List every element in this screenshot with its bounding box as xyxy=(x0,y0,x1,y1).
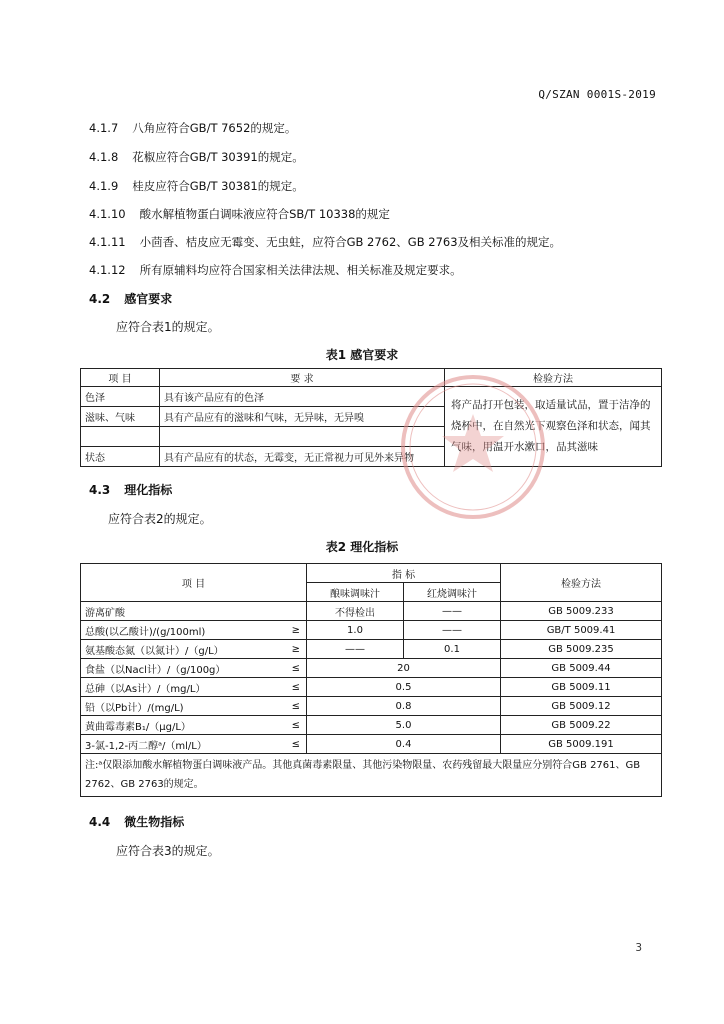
clause-text: 小茴香、桔皮应无霉变、无虫蛀，应符合GB 2762、GB 2763及相关标准的规定。 xyxy=(139,235,562,249)
clause-text: 所有原辅料均应符合国家相关法律法规、相关标准及规定要求。 xyxy=(139,263,462,277)
row-comparator: ≥ xyxy=(278,640,307,659)
clause-4-1-12 xyxy=(89,262,462,278)
row-requirement xyxy=(160,427,445,447)
test-method-cell: 将产品打开包装，取适量试品，置于洁净的烧杯中，在自然光下观察色泽和状态，闻其气味，用温开水漱口，品其滋味 xyxy=(445,387,662,467)
row-method: GB 5009.44 xyxy=(501,659,662,678)
section-number: 4.3 xyxy=(89,483,111,497)
header-item: 项 目 xyxy=(81,564,307,602)
header-method: 检验方法 xyxy=(501,564,662,602)
row-item: 食盐（以Nacl计）/（g/100g） xyxy=(81,659,279,678)
row-method: GB 5009.233 xyxy=(501,602,662,621)
row-method: GB 5009.235 xyxy=(501,640,662,659)
section-title: 理化指标 xyxy=(124,483,173,497)
header-requirement: 要 求 xyxy=(160,369,445,387)
clause-4-1-9 xyxy=(89,178,304,194)
page-number: 3 xyxy=(635,942,642,954)
table-row xyxy=(81,387,662,407)
table2-title: 表2 理化指标 xyxy=(325,540,399,554)
row-method: GB 5009.11 xyxy=(501,678,662,697)
section-paragraph: 应符合表2的规定。 xyxy=(108,512,212,526)
clause-text: 酸水解植物蛋白调味液应符合SB/T 10338的规定 xyxy=(139,207,390,221)
clause-number: 4.1.9 xyxy=(89,179,119,193)
clause-text: 花椒应符合GB/T 30391的规定。 xyxy=(132,150,304,164)
row-item: 色泽 xyxy=(81,387,160,407)
section-paragraph: 应符合表1的规定。 xyxy=(116,320,220,334)
row-value: 0.5 xyxy=(307,678,501,697)
section-title: 感官要求 xyxy=(124,292,173,306)
row-item: 状态 xyxy=(81,447,160,467)
section-title: 微生物指标 xyxy=(124,815,185,829)
row-method: GB 5009.22 xyxy=(501,716,662,735)
section-number: 4.2 xyxy=(89,292,111,306)
row-value-2: —— xyxy=(404,621,501,640)
section-number: 4.4 xyxy=(89,815,111,829)
table-row xyxy=(81,640,662,659)
row-value-1: 不得检出 xyxy=(307,602,404,621)
row-value-2: 0.1 xyxy=(404,640,501,659)
header-method: 检验方法 xyxy=(445,369,662,387)
table-note: 注:ᵃ仅限添加酸水解植物蛋白调味液产品。其他真菌毒素限量、其他污染物限量、农药残留最大限量应分别符合GB 2761、GB 2762、GB 2763的规定。 xyxy=(81,754,662,797)
row-value-1: —— xyxy=(307,640,404,659)
row-value: 0.8 xyxy=(307,697,501,716)
table-row xyxy=(81,697,662,716)
row-comparator: ≥ xyxy=(278,621,307,640)
header-item: 项 目 xyxy=(81,369,160,387)
row-method: GB 5009.12 xyxy=(501,697,662,716)
section-heading-4-4 xyxy=(89,813,184,830)
row-method: GB/T 5009.41 xyxy=(501,621,662,640)
clause-4-1-8 xyxy=(89,149,304,165)
row-comparator: ≤ xyxy=(278,697,307,716)
clause-number: 4.1.11 xyxy=(89,235,126,249)
table1-title: 表1 感官要求 xyxy=(325,348,399,362)
row-comparator: ≤ xyxy=(278,735,307,754)
row-requirement: 具有产品应有的滋味和气味，无异味，无异嗅 xyxy=(160,407,445,427)
table-note-row xyxy=(81,754,662,797)
section-heading-4-2 xyxy=(89,290,172,307)
clause-text: 八角应符合GB/T 7652的规定。 xyxy=(132,121,297,135)
table-row xyxy=(81,602,662,621)
row-comparator xyxy=(278,602,307,621)
section-heading-4-3 xyxy=(89,481,172,498)
row-item: 总砷（以As计）/（mg/L） xyxy=(81,678,279,697)
row-method: GB 5009.191 xyxy=(501,735,662,754)
clause-number: 4.1.12 xyxy=(89,263,126,277)
section-paragraph: 应符合表3的规定。 xyxy=(116,844,220,858)
table-row xyxy=(81,659,662,678)
table-header-row xyxy=(81,369,662,387)
clause-number: 4.1.7 xyxy=(89,121,119,135)
row-item: 滋味、气味 xyxy=(81,407,160,427)
row-item: 总酸(以乙酸计)/(g/100ml) xyxy=(81,621,279,640)
row-comparator: ≤ xyxy=(278,678,307,697)
header-sub-1: 酿味调味汁 xyxy=(307,583,404,602)
clause-text: 桂皮应符合GB/T 30381的规定。 xyxy=(132,179,304,193)
sensory-table xyxy=(80,368,662,467)
row-item: 3-氯-1,2-丙二醇ᵃ/（ml/L） xyxy=(81,735,279,754)
row-value-1: 1.0 xyxy=(307,621,404,640)
clause-number: 4.1.8 xyxy=(89,150,119,164)
row-item: 黄曲霉毒素B₁/（μg/L） xyxy=(81,716,279,735)
table-row xyxy=(81,716,662,735)
row-item: 铅（以Pb计）/(mg/L) xyxy=(81,697,279,716)
row-value: 20 xyxy=(307,659,501,678)
row-item xyxy=(81,427,160,447)
clause-4-1-10 xyxy=(89,206,390,222)
table-header-row xyxy=(81,564,662,583)
row-comparator: ≤ xyxy=(278,659,307,678)
table-row xyxy=(81,735,662,754)
row-item: 游离矿酸 xyxy=(81,602,279,621)
row-value: 5.0 xyxy=(307,716,501,735)
clause-4-1-11 xyxy=(89,234,561,250)
physicochemical-table xyxy=(80,563,662,797)
clause-number: 4.1.10 xyxy=(89,207,126,221)
row-requirement: 具有该产品应有的色泽 xyxy=(160,387,445,407)
row-comparator: ≤ xyxy=(278,716,307,735)
row-item: 氨基酸态氮（以氮计）/（g/L） xyxy=(81,640,279,659)
header-index: 指 标 xyxy=(307,564,501,583)
table-row xyxy=(81,621,662,640)
header-sub-2: 红烧调味汁 xyxy=(404,583,501,602)
row-requirement: 具有产品应有的状态，无霉变，无正常视力可见外来异物 xyxy=(160,447,445,467)
row-value: 0.4 xyxy=(307,735,501,754)
document-code: Q/SZAN 0001S-2019 xyxy=(538,88,656,101)
row-value-2: —— xyxy=(404,602,501,621)
table-row xyxy=(81,678,662,697)
clause-4-1-7 xyxy=(89,120,296,136)
table-body xyxy=(81,602,662,754)
